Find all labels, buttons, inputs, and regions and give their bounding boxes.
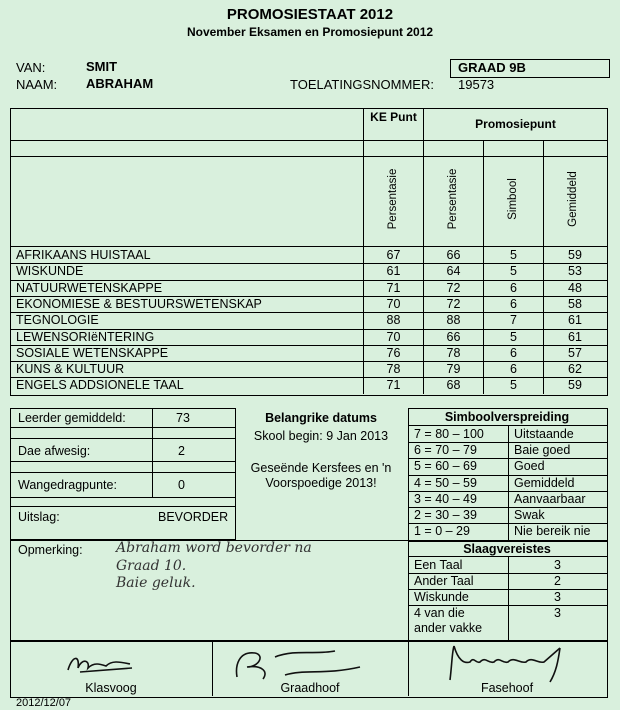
conduct-value: 0 (178, 478, 185, 492)
promo-symbol: 5 (510, 329, 517, 344)
promo-percentage: 88 (446, 313, 461, 328)
symbol-description: Goed (514, 459, 545, 474)
promo-symbol: 5 (510, 264, 517, 279)
symbol-title: Simboolverspreiding (444, 410, 570, 424)
ke-percentage: 70 (386, 296, 401, 311)
symbol-range: 2 = 30 – 39 (414, 508, 477, 522)
pass-requirement: Ander Taal (414, 574, 474, 588)
promo-average: 61 (568, 329, 582, 344)
promo-percentage: 72 (446, 280, 461, 295)
print-date: 2012/12/07 (16, 697, 72, 709)
promo-average: 59 (568, 378, 582, 393)
promo-symbol: 6 (510, 296, 517, 311)
promo-percentage: 78 (446, 345, 461, 360)
remark-label: Opmerking: (18, 543, 83, 557)
subject-name: EKONOMIESE & BESTUURSWETENSKAP (16, 296, 262, 311)
promo-symbol: 7 (510, 313, 517, 328)
ke-percentage: 67 (386, 248, 401, 262)
avg-label: Leerder gemiddeld: (18, 411, 126, 425)
promo-percentage: 72 (446, 296, 461, 311)
ke-header: KE Punt (370, 110, 417, 124)
promo-symbol: 5 (510, 248, 517, 262)
col-header-symbol: Simbool (507, 178, 519, 220)
class-teacher-signature (60, 648, 160, 678)
promo-average: 53 (568, 264, 582, 279)
symbol-description: Nie bereik nie (514, 524, 591, 539)
promo-header: Promosiepunt (475, 117, 556, 131)
col-header-ke-pct: Persentasie (387, 168, 399, 230)
subject-name: NATUURWETENSKAPPE (16, 280, 163, 295)
promo-percentage: 79 (446, 362, 461, 377)
surname-value: SMIT (86, 59, 118, 74)
subject-name: ENGELS ADDSIONELE TAAL (16, 378, 184, 393)
name-label: NAAM: (16, 77, 58, 92)
promo-percentage: 66 (446, 329, 461, 344)
result-label: Uitslag: (18, 510, 60, 524)
symbol-range: 7 = 80 – 100 (414, 427, 484, 441)
class-teacher-label: Klasvoog (85, 681, 137, 695)
symbol-description: Baie goed (514, 443, 571, 458)
ke-percentage: 88 (386, 313, 401, 328)
symbol-description: Gemiddeld (514, 475, 575, 490)
promo-percentage: 66 (446, 248, 461, 262)
grade-head-signature (225, 645, 375, 685)
ke-percentage: 70 (386, 329, 401, 344)
name-value: ABRAHAM (86, 76, 154, 91)
subject-name: AFRIKAANS HUISTAAL (16, 248, 151, 262)
admission-value: 19573 (458, 77, 495, 92)
pass-requirement: 4 van die (414, 606, 465, 620)
avg-value: 73 (176, 411, 190, 425)
promo-average: 62 (568, 362, 582, 377)
pass-requirement: Een Taal (414, 558, 463, 572)
promo-average: 57 (568, 345, 582, 360)
greeting-line1: Geseënde Kersfees en 'n (250, 461, 392, 475)
pass-requirement: Wiskunde (414, 590, 469, 604)
ke-percentage: 71 (386, 378, 401, 393)
symbol-description: Aanvaarbaar (514, 491, 586, 506)
page-title: PROMOSIESTAAT 2012 (226, 6, 394, 23)
subject-name: SOSIALE WETENSKAPPE (16, 345, 169, 360)
promo-average: 61 (568, 313, 582, 328)
promo-symbol: 6 (510, 345, 517, 360)
phase-head-signature (440, 642, 590, 686)
school-start: Skool begin: 9 Jan 2013 (253, 429, 389, 443)
result-value: BEVORDER (158, 510, 229, 524)
absent-label: Dae afwesig: (18, 444, 91, 458)
promo-average: 48 (568, 280, 582, 295)
grade-value: GRAAD 9B (458, 60, 526, 75)
promo-symbol: 6 (510, 362, 517, 377)
pass-requirement-value: 3 (554, 590, 561, 604)
promo-symbol: 5 (510, 378, 517, 393)
admission-label: TOELATINGSNOMMER: (290, 77, 434, 92)
symbol-description: Swak (514, 508, 545, 522)
pass-requirement-value: 3 (554, 558, 561, 572)
absent-value: 2 (178, 444, 185, 458)
promo-average: 59 (568, 248, 582, 262)
remark-line3: Baie geluk. (116, 575, 196, 591)
pass-requirement-cont: ander vakke (414, 621, 483, 635)
symbol-range: 6 = 70 – 79 (414, 443, 477, 458)
dates-title: Belangrike datums (265, 411, 377, 425)
page-subtitle: November Eksamen en Promosiepunt 2012 (186, 25, 434, 39)
promo-symbol: 6 (510, 280, 517, 295)
pass-title: Slaagvereistes (463, 542, 551, 556)
pass-requirement-value: 2 (554, 574, 561, 588)
subject-name: LEWENSORIëNTERING (16, 329, 155, 344)
ke-percentage: 76 (386, 345, 401, 360)
remark-line1: Abraham word bevorder na (116, 540, 312, 556)
subject-name: TEGNOLOGIE (16, 313, 99, 328)
symbol-range: 5 = 60 – 69 (414, 459, 477, 474)
grade-head-label: Graadhoof (280, 681, 340, 695)
remark-line2: Graad 10. (116, 558, 187, 574)
surname-label: VAN: (16, 60, 46, 75)
subject-name: KUNS & KULTUUR (16, 362, 125, 377)
ke-percentage: 61 (386, 264, 401, 279)
subject-name: WISKUNDE (16, 264, 84, 279)
promo-percentage: 64 (446, 264, 461, 279)
promo-average: 58 (568, 296, 582, 311)
phase-head-label: Fasehoof (480, 681, 534, 695)
greeting-line2: Voorspoedige 2013! (265, 476, 377, 490)
col-header-promo-pct: Persentasie (447, 168, 459, 230)
symbol-range: 4 = 50 – 59 (414, 475, 477, 490)
col-header-avg: Gemiddeld (567, 171, 579, 227)
promo-percentage: 68 (446, 378, 461, 393)
ke-percentage: 71 (386, 280, 401, 295)
symbol-range: 3 = 40 – 49 (414, 491, 477, 506)
ke-percentage: 78 (386, 362, 401, 377)
pass-requirement-value: 3 (554, 606, 561, 620)
symbol-range: 1 = 0 – 29 (414, 524, 470, 539)
symbol-description: Uitstaande (514, 427, 574, 441)
conduct-label: Wangedragpunte: (18, 478, 117, 492)
